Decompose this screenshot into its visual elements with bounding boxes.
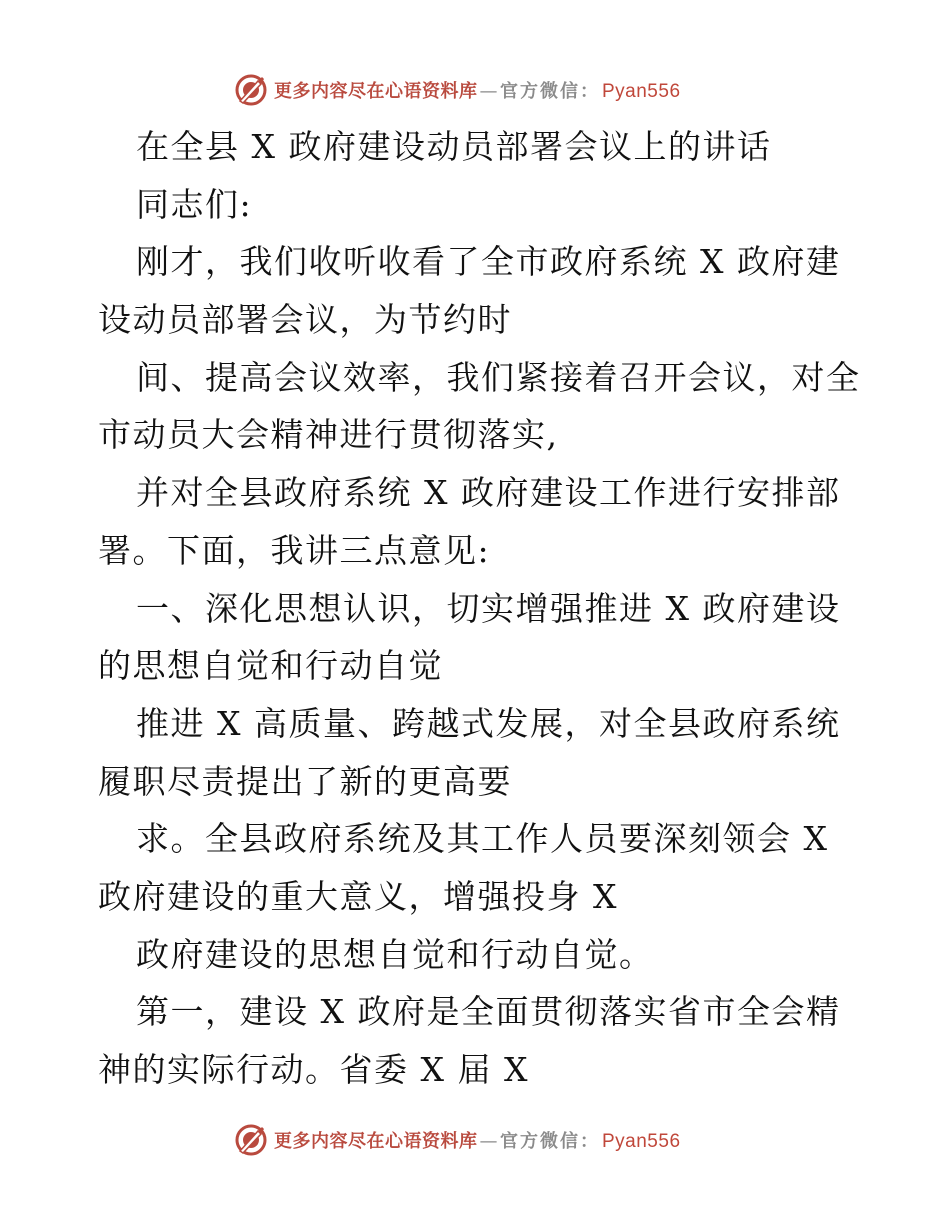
paragraph-line: 间、提高会议效率，我们紧接着召开会议，对全 — [136, 357, 861, 397]
pen-in-circle-logo-icon — [234, 1123, 268, 1157]
paragraph-line: 并对全县政府系统 X 政府建设工作进行安排部 — [136, 473, 841, 513]
salutation: 同志们: — [136, 184, 253, 224]
watermark-brand-text: 更多内容尽在心语资料库 — [274, 1131, 478, 1152]
document-body — [98, 118, 868, 1099]
paragraph-line: 第一，建设 X 政府是全面贯彻落实省市全会精 — [136, 992, 841, 1032]
document-title: 在全县 X 政府建设动员部署会议上的讲话 — [136, 127, 772, 166]
paragraph-line: 履职尽责提出了新的更高要 — [98, 761, 512, 801]
paragraph-line: 推进 X 高质量、跨越式发展，对全县政府系统 — [136, 703, 841, 743]
watermark-brand-text: 更多内容尽在心语资料库 — [274, 81, 478, 102]
footer-watermark — [234, 1120, 681, 1160]
paragraph-line: 署。下面，我讲三点意见: — [98, 530, 491, 570]
pen-in-circle-logo-icon — [234, 73, 268, 107]
watermark-wechat-id: Pyan556 — [602, 1131, 681, 1152]
watermark-official-label: 官方微信： — [500, 1131, 600, 1152]
watermark-dash: — — [479, 1131, 498, 1152]
watermark-wechat-id: Pyan556 — [602, 81, 681, 102]
paragraph-line: 神的实际行动。省委 X 届 X — [98, 1050, 529, 1089]
header-watermark — [234, 70, 681, 110]
watermark-dash: — — [479, 81, 498, 102]
paragraph-line: 市动员大会精神进行贯彻落实, — [98, 415, 559, 455]
paragraph-line: 政府建设的重大意义，增强投身 X — [98, 876, 618, 916]
paragraph-line: 求。全县政府系统及其工作人员要深刻领会 X — [136, 819, 829, 859]
section-heading-continued: 的思想自觉和行动自觉 — [98, 646, 443, 686]
watermark-official-label: 官方微信： — [500, 81, 600, 102]
section-heading: 一、深化思想认识，切实增强推进 X 政府建设 — [136, 588, 841, 628]
paragraph-line: 设动员部署会议，为节约时 — [98, 300, 512, 340]
paragraph-line: 政府建设的思想自觉和行动自觉。 — [136, 934, 654, 974]
paragraph-line: 刚才，我们收听收看了全市政府系统 X 政府建 — [136, 242, 841, 282]
